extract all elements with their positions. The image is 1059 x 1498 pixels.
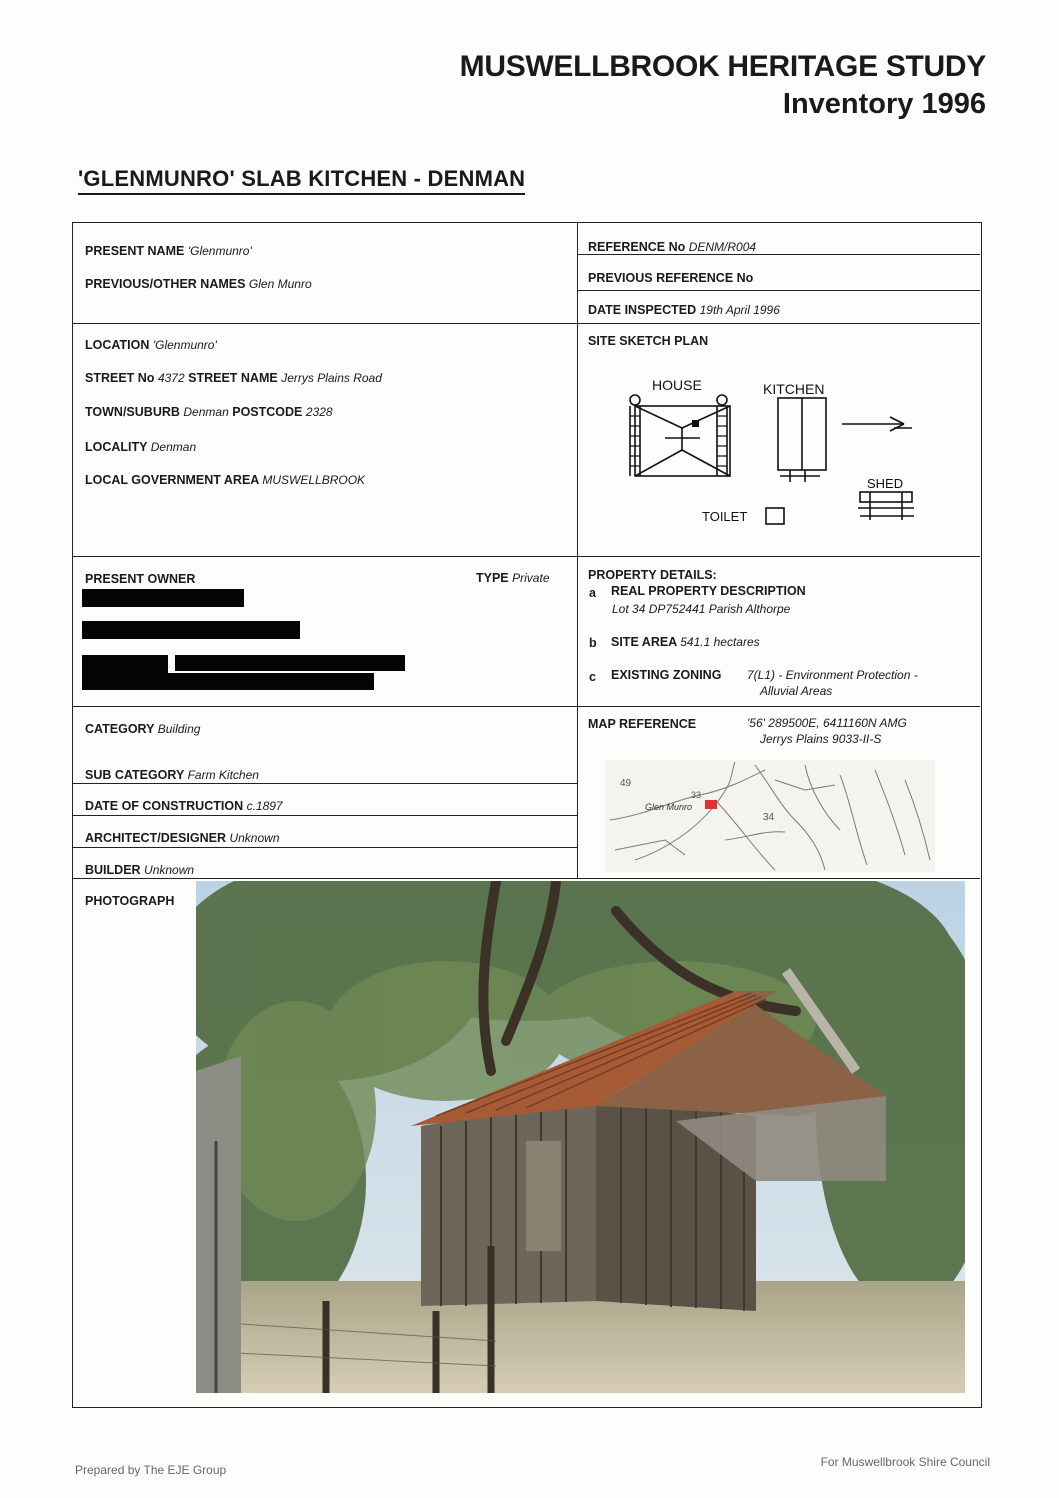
- owner-type-label: TYPE: [476, 571, 509, 585]
- toilet-outline: [766, 508, 784, 524]
- subcategory-field: [85, 768, 259, 782]
- locality-value: Denman: [150, 440, 197, 454]
- reference-no-value: DENM/R004: [688, 240, 757, 254]
- lga-label: LOCAL GOVERNMENT AREA: [85, 473, 259, 487]
- item-title: 'GLENMUNRO' SLAB KITCHEN - DENMAN: [78, 166, 525, 195]
- row-divider: [578, 323, 980, 324]
- footer-council: For Muswellbrook Shire Council: [820, 1455, 990, 1469]
- real-property-label: REAL PROPERTY DESCRIPTION: [611, 584, 806, 598]
- site-location-marker: [705, 800, 717, 809]
- street-no-label: STREET No: [85, 371, 155, 385]
- construction-value: c.1897: [246, 799, 283, 813]
- locality-label: LOCALITY: [85, 440, 148, 454]
- row-divider: [72, 878, 980, 879]
- map-reference-label: MAP REFERENCE: [588, 717, 697, 731]
- street-name-value: Jerrys Plains Road: [281, 371, 382, 385]
- reference-no-field: [588, 240, 756, 254]
- present-name-label: PRESENT NAME: [85, 244, 185, 258]
- shed-outline: [860, 492, 912, 502]
- row-divider: [72, 783, 578, 784]
- street-field: [85, 371, 382, 385]
- suburb-label: TOWN/SUBURB: [85, 405, 180, 419]
- sketch-house-label: HOUSE: [652, 377, 702, 393]
- site-area-field: [611, 635, 760, 649]
- row-divider: [578, 254, 980, 255]
- row-divider: [72, 847, 578, 848]
- location-label: LOCATION: [85, 338, 150, 352]
- map-lot-label: 34: [763, 812, 775, 823]
- zoning-value-line2: Alluvial Areas: [760, 684, 833, 698]
- inventory-year: Inventory 1996: [782, 88, 986, 120]
- lga-field: [85, 473, 365, 487]
- property-details-heading: PROPERTY DETAILS:: [588, 568, 717, 582]
- subcategory-value: Farm Kitchen: [187, 768, 259, 782]
- date-inspected-value: 19th April 1996: [699, 303, 780, 317]
- construction-label: DATE OF CONSTRUCTION: [85, 799, 244, 813]
- map-place-label: Glen Munro: [645, 802, 693, 812]
- previous-reference-label: PREVIOUS REFERENCE No: [588, 271, 754, 285]
- column-divider: [577, 222, 578, 878]
- row-divider: [578, 290, 980, 291]
- location-map: [605, 760, 935, 872]
- category-value: Building: [157, 722, 201, 736]
- date-inspected-field: [588, 303, 780, 317]
- present-name-value: 'Glenmunro': [187, 244, 252, 258]
- reference-no-label: REFERENCE No: [588, 240, 686, 254]
- street-no-value: 4372: [157, 371, 185, 385]
- redacted-owner-locality: [82, 673, 374, 690]
- suburb-value: Denman: [183, 405, 229, 419]
- construction-field: [85, 799, 283, 813]
- redacted-owner-locality: [175, 655, 405, 671]
- subcategory-label: SUB CATEGORY: [85, 768, 185, 782]
- footer-prepared-by: Prepared by The EJE Group: [75, 1463, 227, 1477]
- present-name-field: [85, 244, 252, 258]
- zoning-value-line1: 7(L1) - Environment Protection -: [747, 668, 918, 682]
- architect-value: Unknown: [229, 831, 280, 845]
- map-lot-label: 49: [620, 778, 632, 789]
- architect-label: ARCHITECT/DESIGNER: [85, 831, 226, 845]
- map-sheet: Jerrys Plains 9033-II-S: [760, 732, 882, 746]
- category-label: CATEGORY: [85, 722, 155, 736]
- site-sketch-label: SITE SKETCH PLAN: [588, 334, 709, 348]
- builder-value: Unknown: [144, 863, 195, 877]
- photograph: [196, 881, 965, 1393]
- redacted-owner-address: [82, 621, 300, 639]
- site-sketch-plan: [620, 370, 920, 540]
- row-divider: [72, 556, 980, 557]
- previous-names-label: PREVIOUS/OTHER NAMES: [85, 277, 246, 291]
- owner-type-field: [476, 571, 550, 585]
- sketch-toilet-label: TOILET: [702, 509, 748, 524]
- row-divider: [72, 323, 578, 324]
- sketch-kitchen-label: KITCHEN: [763, 381, 825, 397]
- real-property-value: Lot 34 DP752441 Parish Althorpe: [612, 602, 791, 616]
- postcode-label: POSTCODE: [232, 405, 303, 419]
- row-divider: [72, 815, 578, 816]
- postcode-value: 2328: [305, 405, 333, 419]
- zoning-label: EXISTING ZONING: [611, 668, 722, 682]
- date-inspected-label: DATE INSPECTED: [588, 303, 697, 317]
- sketch-shed-label: SHED: [867, 476, 904, 491]
- study-title: MUSWELLBROOK HERITAGE STUDY: [459, 50, 986, 83]
- redacted-owner-name: [82, 589, 244, 607]
- locality-field: [85, 440, 196, 454]
- site-area-label: SITE AREA: [611, 635, 677, 649]
- owner-type-value: Private: [512, 571, 550, 585]
- builder-field: [85, 863, 194, 877]
- previous-names-value: Glen Munro: [248, 277, 312, 291]
- site-area-marker: b: [589, 636, 597, 650]
- photograph-label: PHOTOGRAPH: [85, 894, 175, 908]
- row-divider: [72, 706, 980, 707]
- lga-value: MUSWELLBROOK: [262, 473, 366, 487]
- previous-names-field: [85, 277, 312, 291]
- site-area-value: 541.1 hectares: [680, 635, 760, 649]
- present-owner-label: PRESENT OWNER: [85, 572, 196, 586]
- builder-label: BUILDER: [85, 863, 141, 877]
- location-field: [85, 338, 217, 352]
- category-field: [85, 722, 200, 736]
- redacted-owner-locality: [82, 655, 168, 674]
- location-value: 'Glenmunro': [152, 338, 217, 352]
- zoning-marker: c: [589, 670, 596, 684]
- real-property-marker: a: [589, 586, 596, 600]
- suburb-field: [85, 405, 333, 419]
- map-lot-label: 33: [691, 790, 702, 800]
- map-grid-reference: '56' 289500E, 6411160N AMG: [747, 716, 907, 730]
- architect-field: [85, 831, 280, 845]
- street-name-label: STREET NAME: [188, 371, 278, 385]
